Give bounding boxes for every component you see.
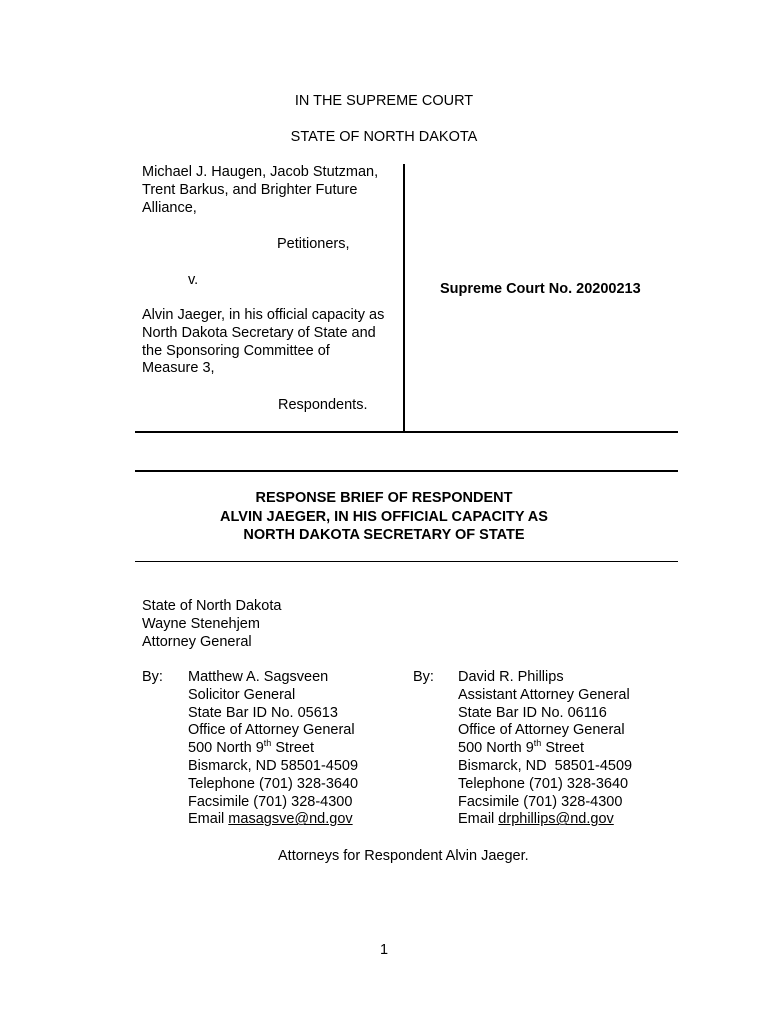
caption-bottom-rule (135, 431, 678, 433)
counsel-phone: Telephone (701) 328-3640 (458, 775, 629, 792)
street-ordinal: th (533, 738, 542, 749)
petitioners-label: Petitioners, (277, 236, 350, 252)
petitioner-line: Michael J. Haugen, Jacob Stutzman, (142, 164, 379, 180)
counsel-block-phillips (458, 669, 632, 829)
caption-petitioners (142, 164, 378, 217)
email-label: Email (188, 811, 229, 828)
by-label: By: (413, 669, 434, 685)
counsel-email-line (458, 811, 632, 829)
counsel-bar-id: State Bar ID No. 05613 (188, 704, 338, 721)
street-text: 500 North 9 (188, 740, 264, 757)
counsel-city: Bismarck, ND 58501-4509 (458, 757, 633, 774)
page-number: 1 (379, 942, 389, 958)
caption-vertical-rule (403, 164, 405, 433)
caption-respondents (142, 307, 384, 378)
petitioner-line: Trent Barkus, and Brighter Future (142, 181, 358, 198)
counsel-phone: Telephone (701) 328-3640 (188, 775, 359, 792)
street-text: Street (541, 740, 585, 757)
respondent-line: Measure 3, (142, 360, 215, 377)
counsel-title: Solicitor General (188, 686, 296, 703)
counsel-fax: Facsimile (701) 328-4300 (188, 793, 353, 810)
counsel-office: Office of Attorney General (458, 722, 625, 739)
street-text: Street (271, 740, 315, 757)
counsel-office: Office of Attorney General (188, 722, 355, 739)
email-link[interactable]: masagsve@nd.gov (228, 811, 353, 828)
counsel-street (458, 740, 632, 758)
email-link[interactable]: drphillips@nd.gov (498, 811, 614, 828)
respondent-line: North Dakota Secretary of State and (142, 324, 376, 341)
case-number: Supreme Court No. 20200213 (440, 281, 641, 297)
respondent-line: Alvin Jaeger, in his official capacity as (142, 307, 385, 323)
respondents-label: Respondents. (278, 397, 368, 413)
brief-title-line: NORTH DAKOTA SECRETARY OF STATE (243, 527, 525, 543)
office-line: Attorney General (142, 633, 252, 650)
counsel-block-sagsveen (188, 669, 358, 829)
by-label: By: (142, 669, 163, 685)
counsel-title: Assistant Attorney General (458, 686, 630, 703)
counsel-city: Bismarck, ND 58501-4509 (188, 757, 359, 774)
office-line: Wayne Stenehjem (142, 615, 260, 632)
office-block (142, 598, 281, 651)
counsel-fax: Facsimile (701) 328-4300 (458, 793, 623, 810)
office-line: State of North Dakota (142, 598, 282, 614)
court-name: IN THE SUPREME COURT (294, 93, 474, 109)
court-state: STATE OF NORTH DAKOTA (290, 129, 478, 145)
counsel-bar-id: State Bar ID No. 06116 (458, 704, 607, 721)
respondent-line: the Sponsoring Committee of (142, 342, 330, 359)
title-top-rule (135, 470, 678, 472)
street-text: 500 North 9 (458, 740, 534, 757)
street-ordinal: th (263, 738, 272, 749)
counsel-name: David R. Phillips (458, 669, 564, 685)
attorneys-for: Attorneys for Respondent Alvin Jaeger. (278, 848, 529, 864)
brief-title-line: RESPONSE BRIEF OF RESPONDENT (255, 490, 513, 506)
counsel-street (188, 740, 358, 758)
brief-title-line: ALVIN JAEGER, IN HIS OFFICIAL CAPACITY AS (220, 509, 548, 525)
counsel-name: Matthew A. Sagsveen (188, 669, 329, 685)
versus: v. (188, 272, 199, 288)
counsel-email-line (188, 811, 358, 829)
title-bottom-rule (135, 561, 678, 562)
email-label: Email (458, 811, 499, 828)
petitioner-line: Alliance, (142, 199, 197, 216)
